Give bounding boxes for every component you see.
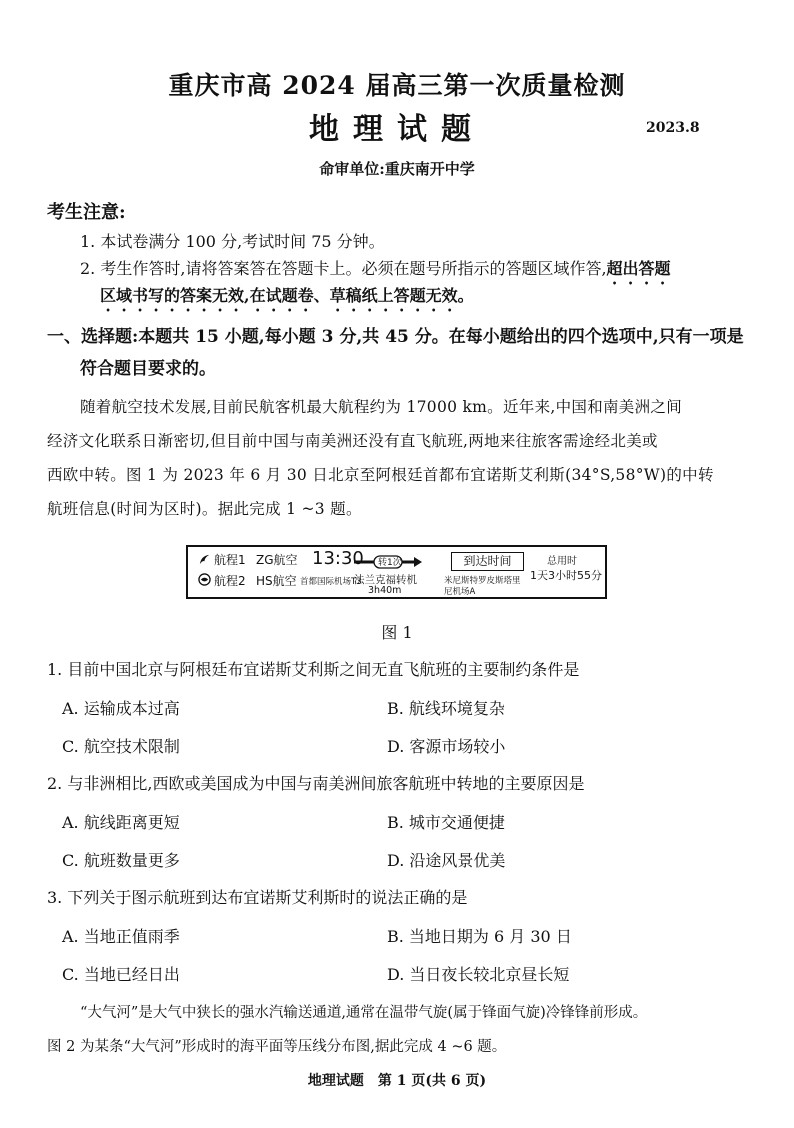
- question-2-stem: 2. 与非洲相比,西欧或美国成为中国与南美洲间旅客航班中转地的主要原因是: [47, 774, 585, 793]
- exam-date: 2023.8: [646, 120, 700, 136]
- departure-airport: 首都国际机场T3: [300, 577, 362, 587]
- leg2-airline: HS航空: [256, 574, 297, 588]
- passage1-line-3: 西欧中转。图 1 为 2023 年 6 月 30 日北京至阿根廷首都布宜诺斯艾利斯(34°S,58°W)的中转: [47, 466, 714, 484]
- notice-item-2-emphasis-b: 区域书写的答案无效,在试题卷、草稿纸上答题无效。: [100, 286, 474, 305]
- notice-title: 考生注意:: [47, 202, 126, 223]
- question-3-stem: 3. 下列关于图示航班到达布宜诺斯艾利斯时的说法正确的是: [47, 888, 468, 907]
- notice-item-2-text: 2. 考生作答时,请将答案答在答题卡上。必须在题号所指示的答题区域作答,: [80, 259, 607, 278]
- passage2-line-1: “大气河”是大气中狭长的强水汽输送通道,通常在温带气旋(属于锋面气旋)冷锋锋前形成。: [80, 1005, 648, 1021]
- notice-item-1: 1. 本试卷满分 100 分,考试时间 75 分钟。: [80, 232, 385, 251]
- passage2-line-2: 图 2 为某条“大气河”形成时的海平面等压线分布图,据此完成 4 ~6 题。: [47, 1039, 507, 1055]
- exam-school-title: 重庆市高 2024 届高三第一次质量检测: [168, 71, 626, 100]
- total-duration-label: 总用时: [547, 556, 577, 567]
- question-3-option-b: B. 当地日期为 6 月 30 日: [387, 927, 572, 946]
- transfer-city: 法兰克福转机: [354, 574, 417, 586]
- figure-1-caption: 图 1: [381, 623, 413, 642]
- airline-logo-1-icon: [198, 553, 211, 566]
- question-3-option-c: C. 当地已经日出: [62, 965, 180, 984]
- passage1-line-4: 航班信息(时间为区时)。据此完成 1 ~3 题。: [47, 500, 362, 518]
- arrival-time-box: 到达时间: [451, 552, 524, 571]
- question-2-option-d: D. 沿途风景优美: [387, 851, 506, 870]
- leg1-airline: ZG航空: [256, 553, 298, 567]
- flight-info-figure: [186, 545, 607, 599]
- section-heading-line-1: 一、选择题:本题共 15 小题,每小题 3 分,共 45 分。在每小题给出的四个选项中,只有一项是: [47, 327, 744, 347]
- question-3-option-a: A. 当地正值雨季: [62, 927, 180, 946]
- exam-subject-title: 地理试题: [309, 112, 485, 147]
- layover-duration: 3h40m: [368, 585, 402, 596]
- question-1-option-a: A. 运输成本过高: [62, 699, 180, 718]
- transfer-count: 转1次: [378, 558, 402, 568]
- question-1-option-c: C. 航空技术限制: [62, 737, 180, 756]
- page-footer: 地理试题 第 1 页(共 6 页): [307, 1073, 487, 1089]
- leg1-label: 航程1: [214, 553, 246, 567]
- exam-maker: 命审单位:重庆南开中学: [319, 160, 475, 178]
- departure-time: 13:30: [312, 548, 364, 569]
- notice-item-2-emphasis-a: 超出答题: [606, 259, 671, 278]
- total-duration-value: 1天3小时55分: [530, 569, 602, 582]
- question-1-option-d: D. 客源市场较小: [387, 737, 506, 756]
- airline-logo-2-icon: [198, 573, 211, 586]
- question-2-option-c: C. 航班数量更多: [62, 851, 180, 870]
- question-1-option-b: B. 航线环境复杂: [387, 699, 505, 718]
- question-1-stem: 1. 目前中国北京与阿根廷布宜诺斯艾利斯之间无直飞航班的主要制约条件是: [47, 660, 580, 679]
- question-2-option-b: B. 城市交通便捷: [387, 813, 505, 832]
- passage1-line-1: 随着航空技术发展,目前民航客机最大航程约为 17000 km。近年来,中国和南美洲之间: [80, 398, 683, 416]
- arrival-airport-line-2: 尼机场A: [444, 587, 476, 597]
- passage1-line-2: 经济文化联系日渐密切,但目前中国与南美洲还没有直飞航班,两地来往旅客需途经北美或: [47, 432, 658, 450]
- arrival-airport-line-1: 米尼斯特罗皮斯塔里: [444, 576, 521, 586]
- question-3-option-d: D. 当日夜长较北京昼长短: [387, 965, 570, 984]
- question-2-option-a: A. 航线距离更短: [62, 813, 180, 832]
- leg2-label: 航程2: [214, 574, 246, 588]
- section-heading-line-2: 符合题目要求的。: [80, 359, 216, 379]
